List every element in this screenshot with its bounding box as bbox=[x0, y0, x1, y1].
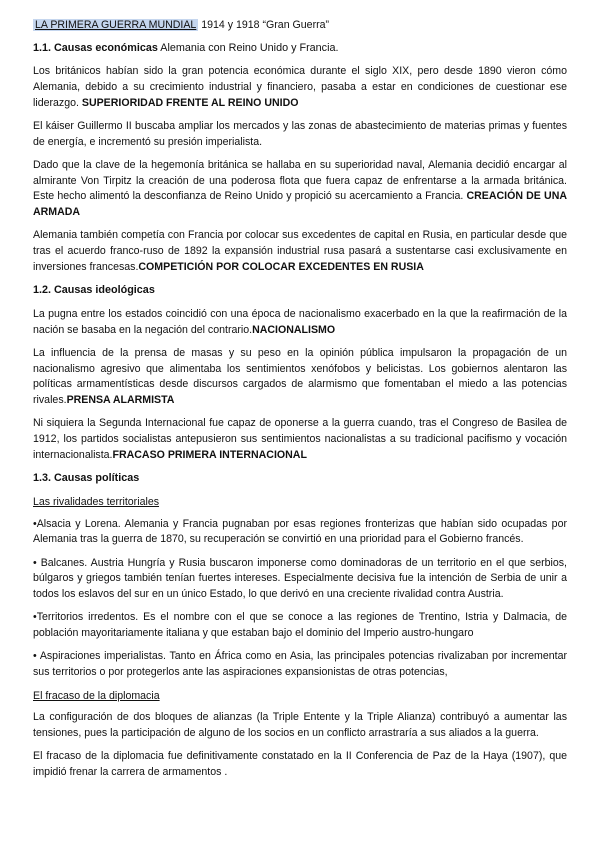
paragraph-text: Alemania también competía con Francia por colocar sus excedentes de capital en Rusia, en particular desde que tras el acuerdo franco-ruso de 1892 la expansión industrial rusa pasará a sustentarse casi exclusivamente en inversiones francesas. bbox=[33, 229, 567, 273]
keyword: PRENSA ALARMISTA bbox=[66, 393, 175, 406]
paragraph: El fracaso de la diplomacia fue definitivamente constatado en la II Conferencia de Paz de la Haya (1907), que impidió frenar la carrera de armamentos . bbox=[33, 750, 567, 778]
keyword: SUPERIORIDAD FRENTE AL REINO UNIDO bbox=[81, 96, 299, 109]
keyword: NACIONALISMO bbox=[252, 323, 336, 336]
section-1-1-heading bbox=[33, 41, 567, 57]
section-1-1-subtitle: Alemania con Reino Unido y Francia. bbox=[157, 41, 339, 54]
keyword: CREACIÓN DE UNA ARMADA bbox=[33, 190, 567, 218]
title-highlight: LA PRIMERA GUERRA MUNDIAL bbox=[35, 19, 197, 31]
paragraph-text: Los británicos habían sido la gran potencia económica durante el siglo XIX, pero desde 1890 vieron cómo Alemania, debido a su crecimiento industrial y financiero, pasaba a estar en condiciones de cuestionar ese liderazgo. bbox=[33, 65, 567, 109]
paragraph-text: Ni siquiera la Segunda Internacional fue capaz de oponerse a la guerra cuando, tras el Congreso de Basilea de 1912, los partidos socialistas antepusieron sus sentimientos nacionalistas a su tradicional pacifismo y vocación internacionalista. bbox=[33, 417, 567, 461]
bullet-item: • Balcanes. Austria Hungría y Rusia buscaron imponerse como dominadoras de un territorio en el que serbios, búlgaros y griegos también tenían fuertes intereses. Especialmente decisiva fue la intención de Serbia de unir a todos los eslavos del sur en un único Estado, lo que derivó en una creciente rivalidad contra Austria. bbox=[33, 556, 567, 600]
bullet-item: • Aspiraciones imperialistas. Tanto en África como en Asia, las principales potencias rivalizaban por incrementar sus territorios o por protegerlos ante las aspiraciones expansionistas de otras potencias, bbox=[33, 650, 567, 679]
paragraph: La configuración de dos bloques de alianzas (la Triple Entente y la Triple Alianza) contribuyó a aumentar las tensiones, pues la participación de alguno de los socios en un conflicto arrastraría a sus aliados a la guerra. bbox=[33, 711, 567, 739]
paragraph-text: La pugna entre los estados coincidió con una época de nacionalismo exacerbado en la que la reafirmación de la nación se basaba en la negación del contrario. bbox=[33, 308, 567, 336]
paragraph bbox=[33, 346, 567, 408]
title-dates: 1914 y 1918 “Gran Guerra” bbox=[198, 19, 330, 31]
paragraph bbox=[33, 158, 567, 220]
paragraph-text: La influencia de la prensa de masas y su peso en la opinión pública impulsaron la propagación de un nacionalismo agresivo que alimentaba los sentimientos xenófobos y belicistas. Los gobiernos alentaron las políticas armamentísticas desde discursos cargados de alarmismo que fomentaban el miedo a las potencias rivales. bbox=[33, 347, 567, 406]
bullet-item: •Territorios irredentos. Es el nombre con el que se conoce a las regiones de Trentino, Istria y Dalmacia, de población mayoritariamente italiana y que estaban bajo el dominio del Imperio austro-hungaro bbox=[33, 611, 567, 639]
section-1-3-heading: 1.3. Causas políticas bbox=[33, 472, 140, 485]
bullet-item: •Alsacia y Lorena. Alemania y Francia pugnaban por esas regiones fronterizas que habían sido ocupadas por Alemania tras la guerra de 1870, su recuperación se convirtió en una prioridad para el Gobierno francés. bbox=[33, 517, 567, 546]
subheading-rivalidades: Las rivalidades territoriales bbox=[33, 495, 160, 508]
paragraph-text: Dado que la clave de la hegemonía británica se hallaba en su superioridad naval, Alemania decidió encargar al almirante Von Tirpitz la creación de una poderosa flota que fuera capaz de enfrentarse a la armada británica. Este hecho alimentó la desconfianza de Reino Unido y propició su acercamiento a Francia. bbox=[33, 159, 567, 203]
paragraph bbox=[33, 416, 567, 463]
document-title bbox=[33, 18, 567, 34]
paragraph: El káiser Guillermo II buscaba ampliar los mercados y las zonas de abastecimiento de materias primas y fuentes de energía, e incrementó su presión imperialista. bbox=[33, 120, 567, 148]
keyword: COMPETICIÓN POR COLOCAR EXCEDENTES EN RUSIA bbox=[138, 260, 424, 273]
paragraph bbox=[33, 307, 567, 338]
paragraph bbox=[33, 228, 567, 275]
paragraph bbox=[33, 64, 567, 111]
subheading-diplomacia: El fracaso de la diplomacia bbox=[33, 689, 160, 702]
keyword: FRACASO PRIMERA INTERNACIONAL bbox=[112, 448, 307, 461]
section-1-1-title: 1.1. Causas económicas bbox=[33, 41, 158, 54]
section-1-2-heading: 1.2. Causas ideológicas bbox=[33, 284, 155, 297]
